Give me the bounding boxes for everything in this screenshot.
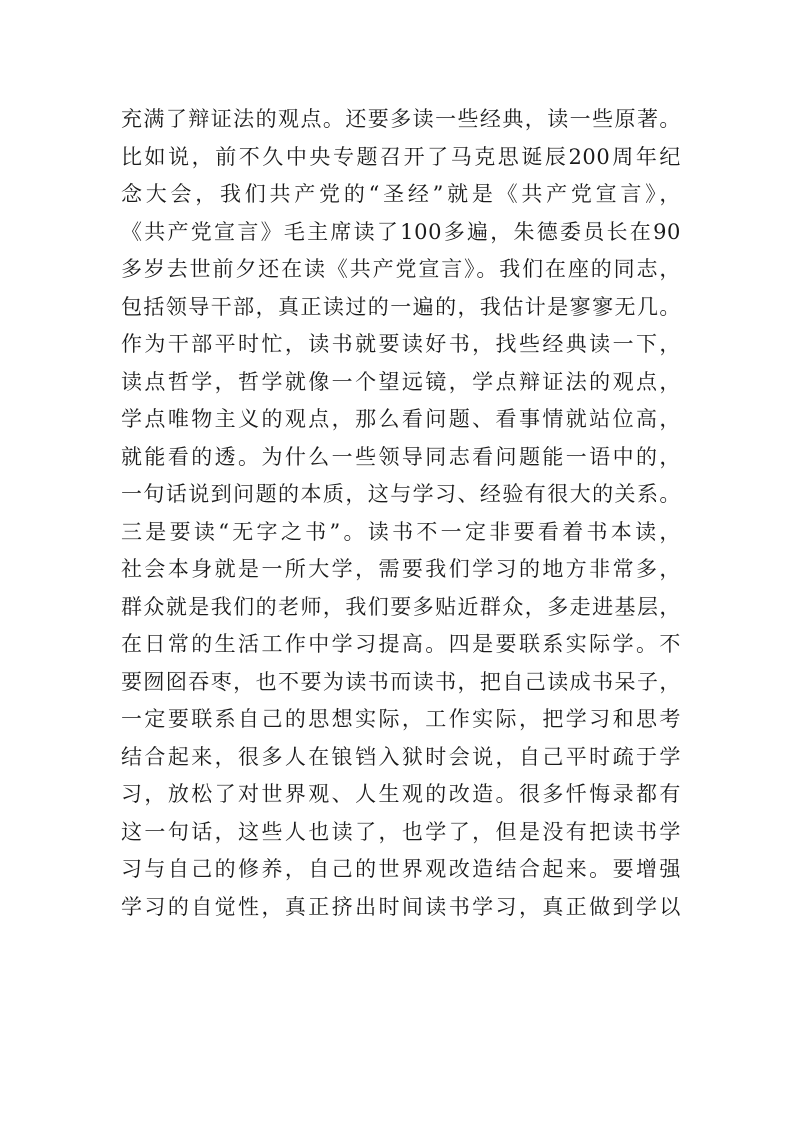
text-line-14: 群众就是我们的老师，我们要多贴近群众，多走进基层， — [121, 594, 681, 619]
text-line-17: 一定要联系自己的思想实际，工作实际，把学习和思考 — [121, 707, 681, 731]
text-line-22: 学习的自觉性，真正挤出时间读书学习，真正做到学以 — [121, 894, 681, 919]
text-line-2: 比如说，前不久中央专题召开了马克思诞辰200周年纪 — [121, 144, 681, 169]
text-line-16: 要囫囵吞枣，也不要为读书而读书，把自己读成书呆子， — [121, 669, 681, 694]
body-text — [121, 101, 681, 926]
text-line-4: 《共产党宣言》毛主席读了100多遍，朱德委员长在90 — [121, 219, 681, 244]
text-line-10: 就能看的透。为什么一些领导同志看问题能一语中的， — [121, 444, 681, 469]
text-line-6: 包括领导干部，真正读过的一遍的，我估计是寥寥无几。 — [121, 294, 681, 319]
text-line-20: 这一句话，这些人也读了，也学了，但是没有把读书学 — [121, 819, 681, 844]
text-line-13: 社会本身就是一所大学，需要我们学习的地方非常多， — [121, 557, 681, 581]
text-line-21: 习与自己的修养，自己的世界观改造结合起来。要增强 — [121, 857, 681, 881]
text-line-9: 学点唯物主义的观点，那么看问题、看事情就站位高， — [121, 407, 681, 431]
text-line-1: 充满了辩证法的观点。还要多读一些经典，读一些原著。 — [121, 107, 681, 131]
text-line-5: 多岁去世前夕还在读《共产党宣言》。我们在座的同志， — [121, 257, 681, 281]
text-line-8: 读点哲学，哲学就像一个望远镜，学点辩证法的观点， — [121, 369, 681, 394]
text-line-19: 习，放松了对世界观、人生观的改造。很多忏悔录都有 — [121, 782, 681, 806]
text-line-18: 结合起来，很多人在锒铛入狱时会说，自己平时疏于学 — [121, 744, 681, 769]
text-line-7: 作为干部平时忙，读书就要读好书，找些经典读一下， — [121, 332, 681, 356]
text-line-3: 念大会，我们共产党的“圣经”就是《共产党宣言》， — [121, 182, 681, 206]
text-line-15: 在日常的生活工作中学习提高。四是要联系实际学。不 — [121, 632, 681, 656]
text-line-12: 三是要读“无字之书”。读书不一定非要看着书本读， — [121, 519, 681, 544]
text-line-11: 一句话说到问题的本质，这与学习、经验有很大的关系。 — [121, 482, 681, 506]
